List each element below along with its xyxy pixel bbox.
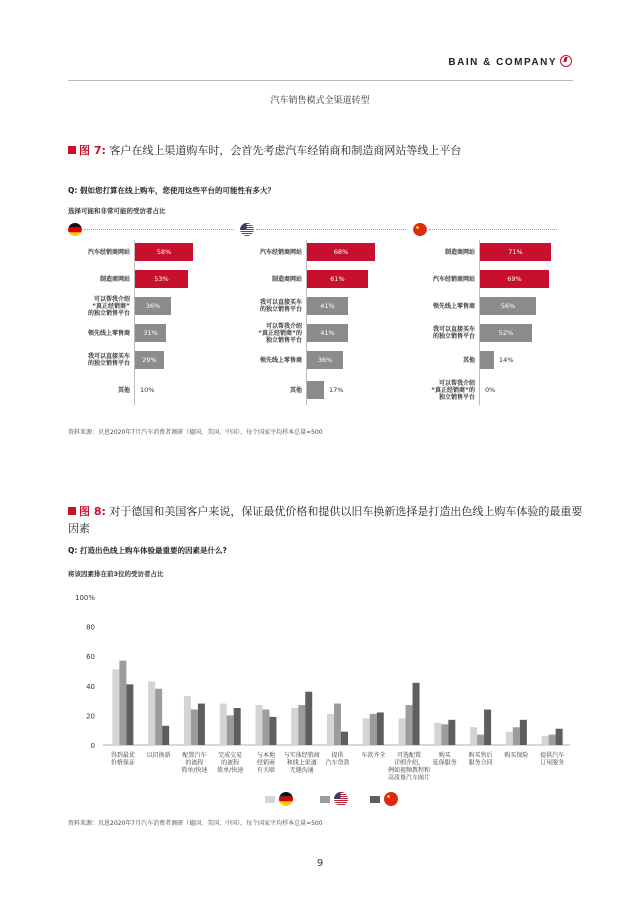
fig8-bar-china — [269, 717, 276, 745]
fig7-bar-value: 68% — [333, 248, 349, 256]
fig8-question: Q: 打造出色线上购车体验最重要的因素是什么? — [68, 546, 227, 555]
fig8-category-label: 可选配置详细介绍，例如视频教程和高质量汽车图片 — [388, 752, 431, 782]
fig8-category-label: 购买售后服务合同 — [468, 752, 493, 767]
fig8-title: 图 8: 对于德国和美国客户来说，保证最优价格和提供以旧车换新选择是打造出色线上购车体验的最重要因素 — [68, 505, 583, 535]
fig8-bar-china — [305, 692, 312, 745]
fig8-bar-usa — [370, 714, 377, 745]
fig7-panel-divider — [429, 229, 557, 230]
fig8-category-label: 购买延保服务 — [432, 752, 457, 767]
fig7-flag — [240, 222, 254, 236]
fig7-bar-value: 61% — [330, 275, 345, 283]
fig8-bar-usa — [155, 689, 162, 745]
fig7-bar — [307, 297, 348, 315]
fig7-row-label: 其他 — [289, 386, 302, 394]
fig7-question: Q: 假如您打算在线上购车，您使用这些平台的可能性有多大？ — [68, 186, 275, 195]
fig7-bar-value: 36% — [317, 356, 333, 364]
fig7-row-label: 领先线上零售商 — [259, 356, 302, 364]
brand-mark-icon — [560, 55, 572, 67]
fig8-ytick-label: 80 — [86, 623, 95, 632]
fig8-category-label: 与本地经销商有关联 — [256, 752, 275, 774]
fig8-bar-germany — [291, 708, 298, 745]
fig8-bar-usa — [227, 715, 234, 745]
fig8-bar-usa — [298, 705, 305, 745]
fig8-bar-china — [234, 708, 241, 745]
fig8-bars — [112, 661, 562, 745]
fig8-bar-germany — [542, 736, 549, 745]
fig7-bar-value: 0% — [485, 386, 496, 394]
fig7-panel-divider — [256, 229, 406, 230]
fig8-bar-usa — [119, 661, 126, 745]
fig8-bar-usa — [334, 704, 341, 745]
fig8-bar-china — [341, 732, 348, 745]
fig7-row-label: 我可以直接买车 的独立销售平台 — [432, 326, 475, 340]
fig7-axis-line — [134, 240, 135, 405]
fig7-bar — [307, 243, 375, 261]
china-flag-icon — [413, 223, 427, 236]
fig7-bar — [480, 297, 536, 315]
fig7-bar-value: 10% — [140, 386, 155, 394]
fig8-bar-usa — [549, 735, 556, 745]
fig7-row-label: 我可以直接买车 的独立销售平台 — [87, 353, 130, 367]
fig8-bar-germany — [112, 670, 119, 745]
fig7-row-label: 领先线上零售商 — [87, 329, 130, 337]
fig8-bar-germany — [399, 718, 406, 745]
fig8-category-label: 提供汽车贷款 — [325, 752, 350, 767]
fig8-bar-china — [198, 704, 205, 745]
fig7-bar — [480, 351, 494, 369]
fig8-legend — [265, 792, 398, 806]
fig8-bar-china — [520, 720, 527, 745]
fig7-row-label: 汽车经销商网站 — [432, 275, 475, 283]
fig7-bar — [135, 243, 193, 261]
fig7-row-label: 制造商网站 — [99, 275, 130, 283]
fig7-bar-value: 71% — [508, 248, 523, 256]
fig8-bar-germany — [506, 732, 513, 745]
fig7-row-label: 可以帮我介绍 “真正经销商”的 独立销售平台 — [431, 379, 475, 401]
fig8-ytick-label: 0 — [90, 742, 95, 750]
fig7-row-label: 汽车经销商网站 — [259, 248, 302, 256]
fig8-bar-germany — [148, 681, 155, 745]
fig7-bar-value: 29% — [142, 356, 157, 364]
fig7-row-label: 可以帮我介绍 “真正经销商” 的独立销售平台 — [87, 295, 130, 317]
fig8-source: 资料来源：贝恩2020年7月汽车消费者调研（德国、美国、中国），每个国家平均样本总量=500 — [68, 820, 323, 827]
usa-flag-icon — [334, 792, 348, 806]
fig8-bar-usa — [406, 705, 413, 745]
fig7-bar — [135, 351, 164, 369]
page-number: 9 — [316, 858, 324, 869]
fig8-tag: 图 8: — [68, 505, 106, 518]
fig8-ytick-label: 20 — [86, 712, 95, 721]
fig7-bar-value: 53% — [154, 275, 169, 283]
fig7-row-label: 汽车经销商网站 — [87, 248, 130, 256]
fig8-subtitle: 将该因素排在前3位的受访者占比 — [68, 570, 164, 578]
fig8-bar-usa — [477, 735, 484, 745]
fig8-category-label: 完成交易的流程简单/快速 — [217, 752, 244, 774]
fig7-bar-value: 36% — [145, 302, 161, 310]
fig7-flag — [68, 222, 82, 236]
fig7-row-label: 制造商网站 — [444, 248, 475, 256]
fig8-category-label: 配置汽车的流程简单/快速 — [181, 752, 208, 774]
fig7-bar — [135, 270, 188, 288]
fig7-bar — [135, 324, 166, 342]
figure-marker-icon — [68, 146, 76, 154]
fig7-flag — [413, 222, 427, 236]
fig7-subtitle: 选择可能和非常可能的受访者占比 — [68, 207, 166, 215]
fig8-category-label: 得到最优价格保证 — [110, 752, 135, 767]
document-title: 汽车销售模式全渠道转型 — [270, 96, 370, 106]
fig8-bar-china — [413, 683, 420, 745]
fig7-bar-value: 41% — [320, 302, 335, 310]
fig8-bar-germany — [255, 705, 262, 745]
fig8-category-label: 提供汽车订用服务 — [540, 752, 565, 767]
fig8-bar-china — [377, 712, 384, 745]
figure-marker-icon — [68, 507, 76, 515]
fig7-row-label: 其他 — [117, 386, 130, 394]
fig8-bar-china — [126, 684, 133, 745]
fig8-bar-germany — [363, 718, 370, 745]
fig8-bar-germany — [470, 727, 477, 745]
fig8-bar-usa — [441, 724, 448, 745]
fig8-category-labels — [111, 751, 564, 782]
fig7-bar — [307, 351, 343, 369]
fig7-bar-value: 41% — [320, 329, 335, 337]
fig7-bar-value: 14% — [499, 356, 514, 364]
fig8-bar-germany — [220, 704, 227, 745]
fig7-bar — [480, 324, 532, 342]
fig7-bar — [135, 297, 171, 315]
fig8-category-label: 以旧换新 — [146, 752, 171, 759]
header-divider — [68, 80, 573, 81]
fig7-tag: 图 7: — [68, 144, 106, 157]
fig8-bar-usa — [513, 727, 520, 745]
china-flag-icon — [384, 792, 398, 806]
fig8-bar-germany — [184, 696, 191, 745]
fig8-ytick-label: 40 — [86, 682, 95, 691]
fig7-row-label: 我可以直接买车 的独立销售平台 — [259, 299, 302, 313]
fig8-legend-swatch — [265, 796, 275, 803]
fig7-title: 图 7: 客户在线上渠道购车时，会首先考虑汽车经销商和制造商网站等线上平台 — [68, 142, 588, 159]
germany-flag-icon — [279, 792, 293, 806]
fig8-bar-china — [484, 709, 491, 745]
fig8-category-label: 车款齐全 — [361, 752, 386, 759]
fig7-bar — [480, 270, 549, 288]
usa-flag-icon — [240, 223, 254, 236]
fig8-legend-swatch — [370, 796, 380, 803]
fig8-bar-usa — [191, 709, 198, 745]
fig7-row-label: 其他 — [462, 356, 475, 364]
fig8-category-label: 购买保险 — [504, 752, 529, 759]
fig8-bar-china — [556, 729, 563, 745]
fig7-bar-value: 56% — [500, 302, 516, 310]
fig7-bar-value: 58% — [156, 248, 172, 256]
fig8-bar-germany — [434, 723, 441, 745]
fig8-ytick-label: 60 — [86, 653, 95, 662]
fig7-bar-value: 31% — [143, 329, 158, 337]
fig7-row-label: 领先线上零售商 — [432, 302, 475, 310]
fig7-bar-value: 17% — [329, 386, 344, 394]
fig7-bar — [307, 381, 324, 399]
fig8-bar-germany — [327, 714, 334, 745]
fig7-bar-value: 69% — [507, 275, 522, 283]
fig8-legend-swatch — [320, 796, 330, 803]
fig7-row-label: 制造商网站 — [271, 275, 302, 283]
fig7-bar — [307, 324, 348, 342]
fig8-category-label: 与实体经销商和线上渠道无缝沟通 — [283, 752, 320, 774]
fig8-ytick-label: 100% — [74, 594, 95, 602]
fig7-axis-line — [479, 240, 480, 405]
fig8-bar-china — [162, 726, 169, 745]
fig7-bar — [307, 270, 368, 288]
fig7-row-label: 可以帮我介绍 “真正经销商”的 独立销售平台 — [258, 322, 302, 344]
fig7-panel-divider — [84, 229, 234, 230]
germany-flag-icon — [68, 223, 82, 236]
fig7-source: 资料来源：贝恩2020年7月汽车消费者调研（德国、美国、中国），每个国家平均样本总量=500 — [68, 429, 323, 436]
fig8-bar-usa — [262, 709, 269, 745]
fig7-bar — [480, 243, 551, 261]
fig8-chart — [60, 585, 580, 810]
fig8-bar-china — [448, 720, 455, 745]
brand-logo: BAIN & COMPANY — [448, 55, 572, 68]
fig7-bar-value: 52% — [498, 329, 514, 337]
